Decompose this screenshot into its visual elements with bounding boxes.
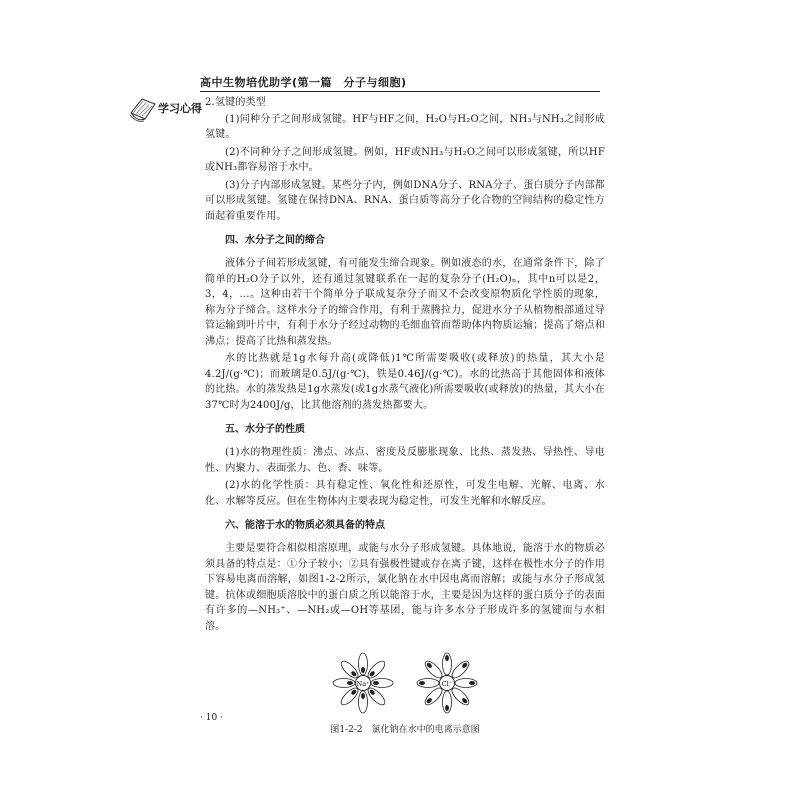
paragraph: (2)水的化学性质：具有稳定性、氧化性和还原性，可发生电解、光解、电离、水化、水解等反应。但在生物体内主要表现为稳定性，可发生光解和水解反应。 — [205, 480, 605, 507]
section-heading-solubility: 六、能溶于水的物质必须具备的特点 — [225, 520, 385, 531]
paragraph: 主要是要符合相似相溶原理，或能与水分子形成氢键。具体地说，能溶于水的物质必须具备的特点是：①分子较小；②具有强极性键或存在离子键，这样在极性水分子的作用下容易电离而溶解，如图1-2-2所示，氯化钠在水中因电离而溶解；或能与水分子形成氢键。抗体或细胞质溶胶中的蛋白质之所以能溶于水，主要是因为这样的蛋白质分子的表面有许多的—NH₃⁺、—NH₂或—OH等基团，能与许多水分子形成许多的氢键而与水相溶。 — [205, 543, 605, 632]
header-rule — [200, 91, 600, 92]
sodium-ion-label: Na⁺ — [356, 679, 370, 688]
paragraph: (2)不同种分子之间形成氢键。例如，HF或NH₃与H₂O之间可以形成氢键，所以HF或NH₃都容易溶于水中。 — [205, 146, 605, 173]
running-header: 高中生物培优助学(第一篇 分子与细胞) — [200, 76, 407, 89]
notebook-icon — [128, 93, 158, 123]
side-note-label: 学习心得 — [158, 102, 202, 115]
subsection-heading-hbond-types: 2.氢键的类型 — [205, 97, 266, 108]
main-content — [205, 95, 605, 736]
section-heading-properties: 五、水分子的性质 — [225, 424, 305, 435]
paragraph: (3)分子内部形成氢键。某些分子内，例如DNA分子、RNA分子、蛋白质分子内部都可以形成氢键。氢键在保持DNA、RNA、蛋白质等高分子化合物的空间结构的稳定性方面起着重要作用。 — [205, 179, 605, 222]
paragraph: (1)同种分子之间形成氢键。HF与HF之间，H₂O与H₂O之间，NH₃与NH₃之间形成氢键。 — [205, 113, 605, 140]
chloride-ion-label: Cl⁻ — [441, 679, 453, 688]
figure-nacl-dissociation — [205, 652, 605, 714]
ion-hydration-diagram — [317, 652, 493, 714]
page-number: · 10 · — [200, 713, 223, 723]
sodium-ion-group — [333, 653, 393, 713]
chloride-ion-group — [417, 653, 477, 713]
paragraph: 液体分子间若形成氢键，有可能发生缔合现象。例如液态的水，在通常条件下，除了简单的H₂O分子以外，还有通过氢键联系在一起的复杂分子(H₂O)ₙ，其中n可以是2，3，4，…。这种由若干个简单分子联成复杂分子而又不会改变原物质化学性质的现象，称为分子缔合。这样水分子的缔合作用，有利于蒸腾拉力，促进水分子从植物根部通过导管运输到叶片中，有利于水分子经过动物的毛细血管而帮助体内物质运输；提高了熔点和沸点；提高了比热和蒸发热。 — [205, 258, 605, 347]
paragraph: (1)水的物理性质：沸点、冰点、密度及反膨胀现象、比热、蒸发热、导热性、导电性、内聚力、表面张力、色、香、味等。 — [205, 447, 605, 474]
figure-caption: 图1-2-2 氯化钠在水中的电离示意图 — [330, 725, 480, 735]
paragraph: 水的比热就是1g水每升高(或降低)1℃所需要吸收(或释放)的热量，其大小是4.2J/(g·℃)；而玻璃是0.5J/(g·℃)，铁是0.46J/(g·℃)。水的比热高于其他固体和液体的比热。水的蒸发热是1g水蒸发(或1g水蒸气液化)所需要吸收(或释放)的热量，其大小在37℃时为2400J/g，比其他溶剂的蒸发热都要大。 — [205, 353, 605, 411]
section-heading-association: 四、水分子之间的缔合 — [225, 235, 325, 246]
